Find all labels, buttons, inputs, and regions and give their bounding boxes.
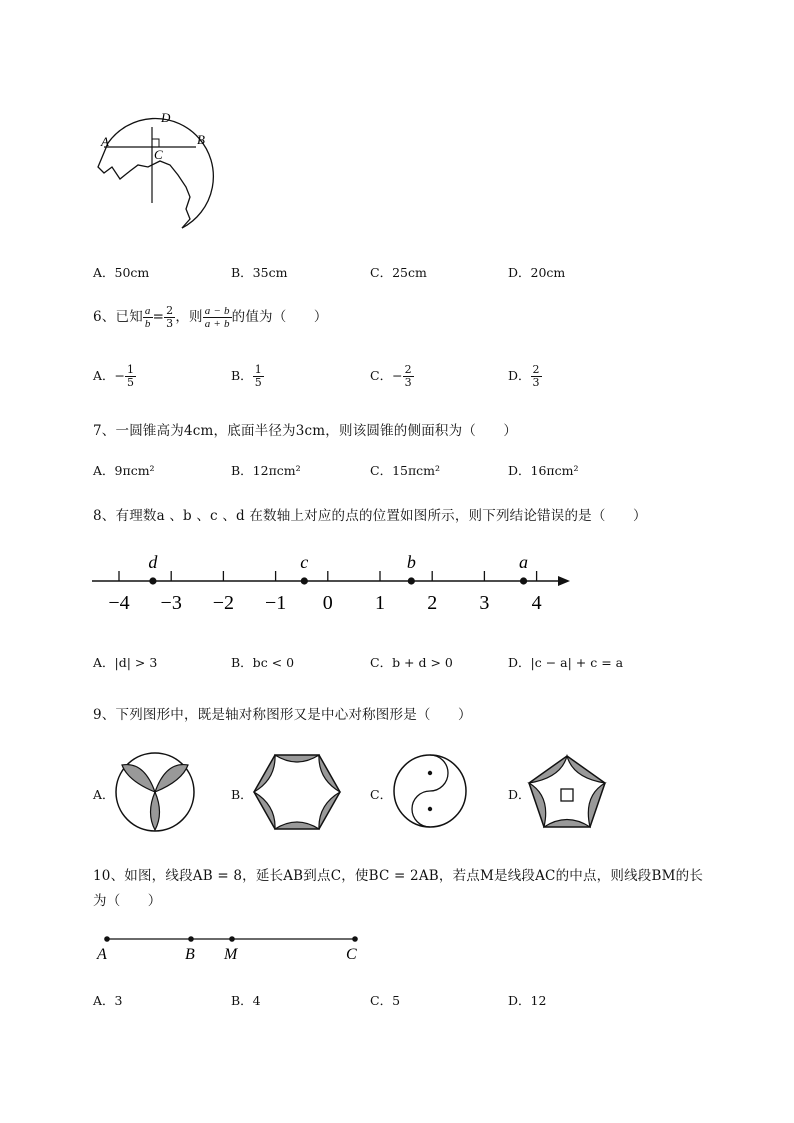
q8-stem: 8、有理数a 、b 、c 、d 在数轴上对应的点的位置如图所示，则下列结论错误的是（ ） xyxy=(93,508,647,524)
q5-option-b[interactable]: B．35cm xyxy=(231,265,288,280)
q10-option-d[interactable]: D．12 xyxy=(508,993,547,1008)
q8-option-a[interactable]: A．|d| > 3 xyxy=(93,655,158,670)
tick-label: −1 xyxy=(264,592,287,614)
label-c: C xyxy=(154,147,163,162)
tick-label: −2 xyxy=(212,592,235,614)
point-a xyxy=(104,936,110,942)
point-d xyxy=(149,577,156,584)
q10-option-b[interactable]: B．4 xyxy=(231,993,261,1008)
point-m xyxy=(229,936,235,942)
q6-option-a[interactable]: A．− $\frac{1}{5}$ xyxy=(93,363,135,389)
q9-option-a-label[interactable]: A． xyxy=(93,787,115,802)
point-b xyxy=(188,936,194,942)
tick-label: 3 xyxy=(479,592,490,614)
tick-label: 0 xyxy=(322,592,333,614)
label-m: M xyxy=(224,946,238,963)
q6-option-b[interactable]: B． $\frac{1}{5}$ xyxy=(231,363,262,389)
q5-option-d[interactable]: D．20cm xyxy=(508,265,566,280)
q10-option-c[interactable]: C．5 xyxy=(370,993,401,1008)
label-d: D xyxy=(161,110,171,125)
q5-option-c[interactable]: C．25cm xyxy=(370,265,427,280)
q7-option-a[interactable]: A．9πcm² xyxy=(93,463,155,478)
q10-option-a[interactable]: A．3 xyxy=(93,993,123,1008)
q6-option-d[interactable]: D． $\frac{2}{3}$ xyxy=(508,363,540,389)
tick-label: 4 xyxy=(531,592,542,614)
point-c xyxy=(301,577,308,584)
segment-figure xyxy=(94,928,374,968)
point-b xyxy=(408,577,415,584)
q6-option-c[interactable]: C．− $\frac{2}{3}$ xyxy=(370,363,412,389)
pentagon-star-figure[interactable] xyxy=(527,754,607,830)
q5-option-a[interactable]: A．50cm xyxy=(93,265,150,280)
q10-stem-line2: 为（ ） xyxy=(93,893,162,909)
hexagon-arcs-figure[interactable] xyxy=(252,753,342,831)
label-b: B xyxy=(185,946,195,963)
q9-stem: 9、下列图形中，既是轴对称图形又是中心对称图形是（ ） xyxy=(93,707,472,723)
point-c xyxy=(352,936,358,942)
q9-option-d-label[interactable]: D． xyxy=(508,787,531,802)
q9-option-b-label[interactable]: B． xyxy=(231,787,253,802)
q8-option-b[interactable]: B．bc < 0 xyxy=(231,655,295,670)
tick-label: −4 xyxy=(108,592,130,614)
q8-option-c[interactable]: C．b + d > 0 xyxy=(370,655,453,670)
number-line xyxy=(88,548,578,618)
label-b: B xyxy=(197,132,205,147)
q6-given-fraction: $\frac{a}{b}$ xyxy=(144,305,151,330)
q6-prefix: 6、已知 xyxy=(93,309,143,325)
point-label-c: c xyxy=(300,552,309,572)
point-label-d: d xyxy=(148,552,158,572)
arc-bridge-figure xyxy=(90,105,220,235)
point-label-b: b xyxy=(406,552,416,572)
label-c: C xyxy=(346,946,357,963)
label-a: A xyxy=(97,946,107,963)
q6-suffix: 的值为（ ） xyxy=(231,309,328,325)
label-a: A xyxy=(101,134,109,149)
q7-stem: 7、一圆锥高为4cm，底面半径为3cm，则该圆锥的侧面积为（ ） xyxy=(93,423,518,439)
q7-option-c[interactable]: C．15πcm² xyxy=(370,463,441,478)
q8-option-d[interactable]: D．|c − a| + c = a xyxy=(508,655,624,670)
q10-stem-line1: 10、如图，线段AB = 8，延长AB到点C，使BC = 2AB，若点M是线段AC的中点，则线段BM的长 xyxy=(93,868,704,884)
point-a xyxy=(520,577,527,584)
q9-option-c-label[interactable]: C． xyxy=(370,787,393,802)
q6-given-value: $\frac{2}{3}$ xyxy=(166,304,174,330)
tick-label: −3 xyxy=(160,592,182,614)
point-label-a: a xyxy=(519,552,529,572)
yin-yang-figure[interactable] xyxy=(392,753,468,829)
q6-expression: $\frac{a - b}{a + b}$ xyxy=(204,305,230,330)
q6-stem xyxy=(93,305,328,330)
tick-label: 1 xyxy=(375,592,385,614)
q7-option-d[interactable]: D．16πcm² xyxy=(508,463,579,478)
tick-label: 2 xyxy=(427,592,438,614)
q6-mid: ，则 xyxy=(175,309,203,325)
q6-equals: = xyxy=(152,309,165,325)
circle-three-petals-figure[interactable] xyxy=(114,751,196,833)
q7-option-b[interactable]: B．12πcm² xyxy=(231,463,301,478)
